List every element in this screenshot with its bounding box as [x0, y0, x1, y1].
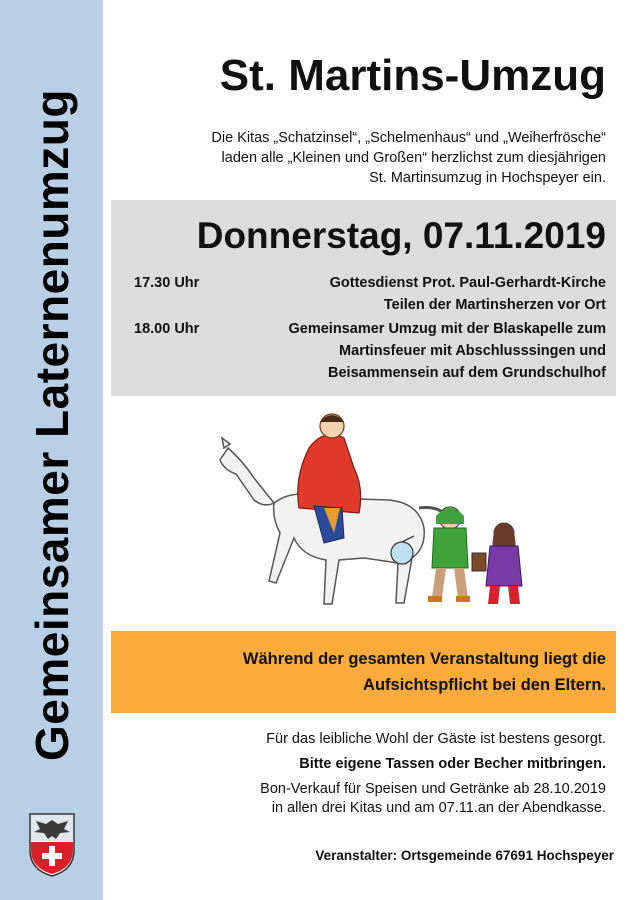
sidebar-title: Gemeinsamer Laternenumzug [26, 88, 78, 762]
intro-line: St. Martinsumzug in Hochspeyer ein. [369, 170, 606, 186]
notice-line: Aufsichtspflicht bei den Eltern. [363, 676, 606, 694]
catering-info: Für das leibliche Wohl der Gäste ist bestens gesorgt. [266, 731, 606, 747]
organizer: Veranstalter: Ortsgemeinde 67691 Hochspeyer [315, 848, 614, 863]
bring-cups-info: Bitte eigene Tassen oder Becher mitbringen. [299, 756, 606, 772]
event-box [111, 200, 616, 396]
voucher-line: Bon-Verkauf für Speisen und Getränke ab 28.10.2019 [260, 781, 606, 797]
schedule-line: Gemeinsamer Umzug mit der Blaskapelle zum [288, 321, 606, 337]
voucher-info [260, 780, 606, 818]
schedule-time: 18.00 Uhr [134, 321, 200, 337]
supervision-notice [111, 631, 616, 713]
coat-of-arms-icon [28, 812, 76, 878]
st-martin-illustration [214, 408, 534, 618]
intro-line: Die Kitas „Schatzinsel“, „Schelmenhaus“ und „Weiherfrösche“ [211, 130, 606, 146]
intro-text [120, 128, 606, 188]
page-title: St. Martins-Umzug [219, 51, 606, 100]
sidebar-band [0, 0, 103, 900]
intro-line: laden alle „Kleinen und Großen“ herzlichst zum diesjährigen [221, 150, 606, 166]
event-date: Donnerstag, 07.11.2019 [196, 215, 606, 256]
notice-text [243, 646, 606, 698]
notice-line: Während der gesamten Veranstaltung liegt die [242, 650, 606, 668]
schedule-description [330, 272, 606, 316]
schedule-line: Gottesdienst Prot. Paul-Gerhardt-Kirche [329, 275, 606, 291]
schedule-line: Teilen der Martinsherzen vor Ort [383, 297, 606, 313]
schedule-line: Beisammensein auf dem Grundschulhof [328, 365, 606, 381]
schedule-line: Martinsfeuer mit Abschlusssingen und [339, 343, 606, 359]
schedule-time: 17.30 Uhr [134, 275, 200, 291]
schedule-description [289, 318, 607, 384]
voucher-line: in allen drei Kitas und am 07.11.an der Abendkasse. [271, 800, 606, 816]
